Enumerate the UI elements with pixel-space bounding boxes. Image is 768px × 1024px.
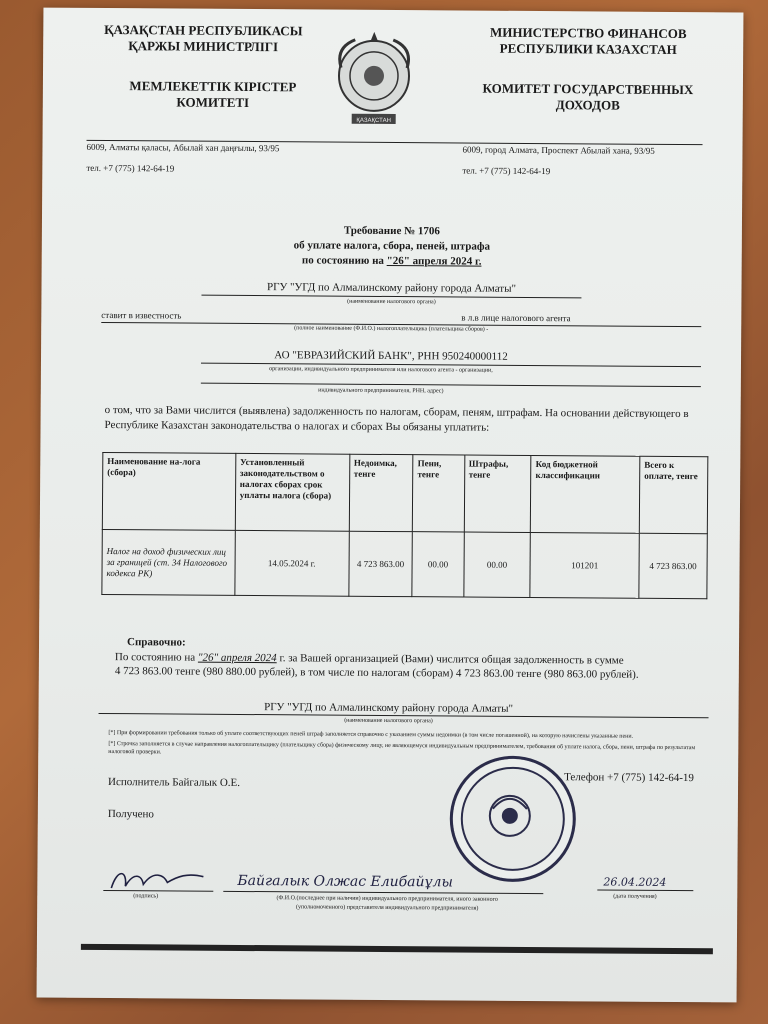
col-header-tax-name: Наименование на-лога (сбора): [102, 452, 235, 530]
cell-fines: 00.00: [463, 532, 530, 597]
kz-address: 6009, Алматы қаласы, Абылай хан даңғылы, 93/95: [86, 141, 280, 154]
notify-text: ставит в известность: [101, 309, 182, 321]
debt-paragraph: о том, что за Вами числится (выявлена) задолженность по налогам, сборам, пеням, штрафам. На основании действующего в Республике Казахстан законодательства о налогах и сборах Вы обязаны уплатить:: [104, 404, 689, 434]
date-caption: (дата получения): [613, 893, 657, 900]
footer-authority-caption: (наименование налогового органа): [344, 717, 433, 725]
document-sheet: [37, 8, 744, 1003]
reference-heading: Справочно:: [126, 636, 186, 649]
ru-phone: тел. +7 (775) 142-64-19: [462, 165, 551, 177]
col-header-total: Всего к оплате, тенге: [639, 456, 708, 533]
col-header-fines: Штрафы, тенге: [464, 455, 531, 532]
handwritten-name: Байгалык Олжас Елибайұлы: [237, 872, 453, 891]
official-stamp: [449, 755, 576, 882]
cell-deadline: 14.05.2024 г.: [235, 530, 349, 596]
tax-authority-caption: (наименование налогового органа): [347, 298, 436, 306]
col-header-deadline: Установленный законодательством о налогах сборах срок уплаты налога (сбора): [235, 453, 349, 531]
kz-phone: тел. +7 (775) 142-64-19: [86, 162, 175, 174]
footnote-2: [*] Строчка заполняется в случае направления налогоплательщику (плательщику сбора) физическому лицу, не являющемуся индивидуальным предпринимателем, требования об уплате налога, сбора, пени, штрафа по результатам налоговой проверки.: [108, 741, 696, 755]
table-header-row: [102, 452, 708, 533]
col-header-budget-code: Код бюджетной классификации: [531, 455, 640, 533]
name-caption-1: (Ф.И.О.(последнее при наличии) индивидуального предпринимателя, иного законного: [276, 895, 498, 903]
kz-ministry-title: ҚАЗАҚСТАН РЕСПУБЛИКАСЫ ҚАРЖЫ МИНИСТРЛІГІ: [104, 21, 303, 55]
ru-address: 6009, город Алмата, Проспект Абылай хана, 93/95: [462, 144, 655, 156]
executor: Исполнитель Байгалык О.Е.: [108, 776, 241, 789]
received-label: Получено: [107, 808, 154, 821]
name-caption-2: (уполномоченного) представителя индивидуального предпринимателя): [295, 904, 479, 912]
ru-ministry-title: МИНИСТЕРСТВО ФИНАНСОВ РЕСПУБЛИКИ КАЗАХСТАН: [489, 24, 687, 57]
emblem-icon: [335, 28, 414, 133]
state-emblem: [335, 28, 414, 133]
signature-caption: (подпись): [133, 893, 159, 900]
kz-committee-title: МЕМЛЕКЕТТІК КІРІСТЕР КОМИТЕТІ: [129, 78, 297, 111]
cell-tax-name: Налог на доход физических лиц за границей (ст. 34 Налогового кодекса РК): [102, 529, 235, 595]
footnote-1: [*] При формировании требования только об уплате соответствующих пеней штраф заполняется справочно с указанием суммы недоимки (в том числе погашенной), на которую начислены указанные пени.: [108, 730, 634, 740]
ru-committee-title: КОМИТЕТ ГОСУДАРСТВЕННЫХ ДОХОДОВ: [482, 80, 694, 113]
cell-penalty: 00.00: [412, 532, 464, 597]
taxpayer-caption: (полное наименование (Ф.И.О.) налогоплательщика (плательщика сборов) -: [294, 325, 489, 333]
debt-table: [101, 452, 708, 599]
cell-arrears: 4 723 863.00: [348, 531, 412, 596]
table-row: [102, 529, 707, 598]
col-header-arrears: Недоимка, тенге: [349, 454, 413, 531]
col-header-penalty: Пени, тенге: [413, 455, 465, 532]
taxpayer-caption-2: организации, индивидуального предпринимателя или налогового агента - организации,: [269, 366, 493, 374]
agent-text: в л.в лице налогового агента: [461, 312, 571, 324]
taxpayer-caption-3: индивидуального предпринимателя, РНН, адрес): [318, 387, 444, 395]
taxpayer-name: АО "ЕВРАЗИЙСКИЙ БАНК", РНН 950240000112: [274, 349, 508, 363]
handwritten-date: 26.04.2024: [603, 875, 667, 889]
title-subject: об уплате налога, сбора, пеней, штрафа: [293, 239, 491, 253]
bottom-bar: [81, 944, 713, 954]
reference-text: По состоянию на "26" апреля 2024 г. за Вашей организацией (Вами) числится общая задолженность в сумме 4 723 863.00 тенге (980 880.00 рублей), в том числе по налогам (сборам) 4 723 863.00 тенге (980 863.00 рублей).: [114, 651, 639, 681]
emblem-label: ҚАЗАҚСТАН: [356, 117, 391, 124]
footer-authority: РГУ "УГД по Алмалинскому району города Алматы": [264, 701, 514, 715]
cell-budget-code: 101201: [530, 532, 639, 598]
stamp-emblem-icon: [452, 758, 567, 873]
title-date-line: по состоянию на "26" апреля 2024 г.: [301, 254, 482, 268]
tax-authority-name: РГУ "УГД по Алмалинскому району города Алматы": [266, 281, 517, 295]
title-number: Требование № 1706: [343, 224, 440, 238]
cell-total: 4 723 863.00: [639, 533, 707, 598]
phone: Телефон +7 (775) 142-64-19: [564, 771, 694, 785]
document-title: [222, 223, 562, 270]
